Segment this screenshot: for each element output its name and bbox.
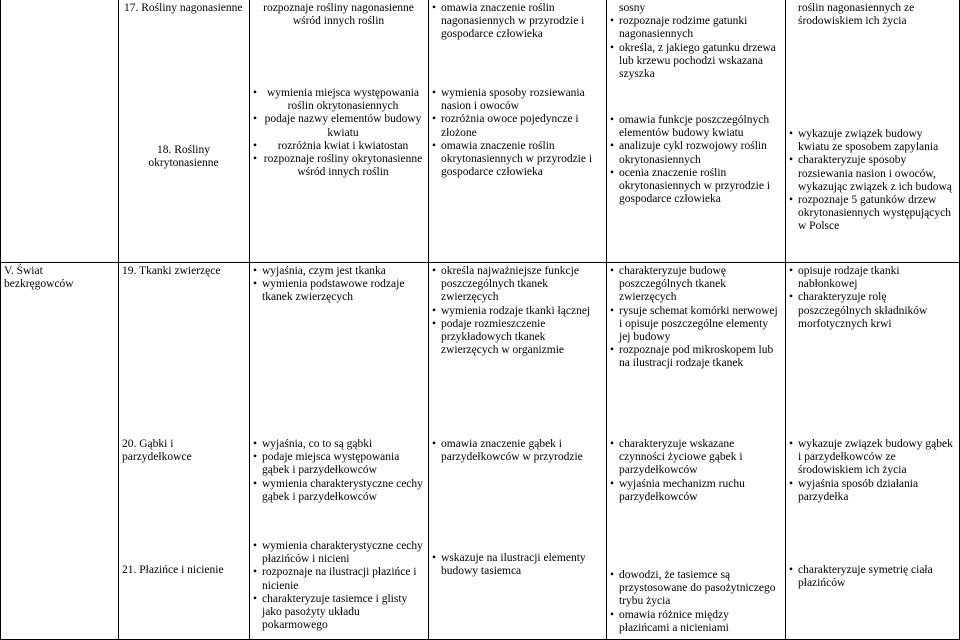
list-item: • podaje nazwy elementów budowy kwiatu [253, 113, 424, 139]
topic-cell [118, 263, 249, 280]
requirements-cell [785, 263, 959, 333]
list-item: • omawia znaczenie roślin okrytonasiennych w przyrodzie i gospodarce człowieka [432, 140, 602, 180]
list-item: • rozpoznaje pod mikroskopem lub na ilustracji rodzaje tkanek [610, 344, 781, 370]
topic-cell [118, 436, 249, 466]
list-item: • charakteryzuje rolę poszczególnych składników morfotycznych krwi [789, 291, 955, 331]
continued-text: roślin nagonasiennych ze środowiskiem ich życia [798, 2, 915, 28]
requirements-cell [249, 263, 428, 307]
requirements-cell [428, 436, 606, 466]
topic-18: 18. Rośliny okrytonasienne [148, 144, 219, 170]
list-item: • wyjaśnia, co to są gąbki [253, 438, 424, 451]
list-item: • wymienia podstawowe rodzaje tkanek zwierzęcych [253, 278, 424, 304]
list-item: • omawia różnice między płazińcami a nicieniami [610, 609, 781, 635]
requirements-cell [249, 85, 428, 181]
section-title: V. Świat bezkręgowców [4, 265, 74, 291]
list-item: • rozpoznaje 5 gatunków drzew okrytonasiennych występujących w Polsce [789, 194, 955, 234]
list-item: • rozpoznaje na ilustracji płazińce i nicienie [253, 566, 424, 592]
list-item: • określa, z jakiego gatunku drzewa lub krzewu pochodzi wskazana szyszka [610, 42, 781, 82]
list-item: • wymienia charakterystyczne cechy gąbek i parzydełkowców [253, 478, 424, 504]
requirements-cell [606, 436, 785, 506]
list-item: rozpoznaje rośliny nagonasienne wśród innych roślin [263, 2, 414, 28]
table-border [0, 0, 1, 640]
list-item: • omawia znaczenie roślin nagonasiennych w przyrodzie i gospodarce człowieka [432, 2, 602, 42]
requirements-cell [428, 0, 606, 44]
list-item: • charakteryzuje symetrię ciała płazińców [789, 564, 955, 590]
topic-20: 20. Gąbki i parzydełkowce [122, 438, 192, 464]
list-item: • podaje miejsca występowania gąbek i parzydełkowców [253, 451, 424, 477]
list-item: • ocenia znaczenie roślin okrytonasiennych w przyrodzie i gospodarce człowieka [610, 167, 781, 207]
list-item: • wyjaśnia sposób działania parzydełka [789, 478, 955, 504]
topic-cell [118, 142, 249, 182]
requirements-cell [428, 85, 606, 181]
requirements-cell [249, 436, 428, 506]
list-item: • charakteryzuje wskazane czynności życiowe gąbek i parzydełkowców [610, 438, 781, 478]
list-item: • omawia funkcje poszczególnych elementów budowy kwiatu [610, 114, 781, 140]
list-item: • charakteryzuje budowę poszczególnych tkanek zwierzęcych [610, 265, 781, 305]
list-item: • rysuje schemat komórki nerwowej i opisuje poszczególne elementy jej budowy [610, 305, 781, 345]
list-item: • omawia znaczenie gąbek i parzydełkowców w przyrodzie [432, 438, 602, 464]
requirements-cell [606, 0, 785, 83]
list-item: • analizuje cykl rozwojowy roślin okrytonasiennych [610, 140, 781, 166]
requirements-cell [249, 538, 428, 634]
list-item: • charakteryzuje tasiemce i glisty jako pasożyty układu pokarmowego [253, 593, 424, 633]
section-title-cell [0, 263, 118, 293]
list-item: • podaje rozmieszczenie przykładowych tkanek zwierzęcych w organizmie [432, 318, 602, 358]
requirements-cell [785, 126, 959, 236]
list-item: • wykazuje związek budowy kwiatu ze sposobem zapylania [789, 128, 955, 154]
requirements-cell [785, 0, 959, 30]
topic-19: 19. Tkanki zwierzęce [122, 265, 221, 277]
list-item: • wymienia miejsca występowania roślin okrytonasiennych [253, 87, 424, 113]
requirements-cell [606, 567, 785, 637]
list-item: • rozpoznaje rodzime gatunki nagonasiennych [610, 15, 781, 41]
topic-cell [118, 562, 249, 579]
topic-17: 17. Rośliny nagonasienne [124, 2, 243, 14]
list-item: • rozpoznaje rośliny okrytonasienne wśród innych roślin [253, 153, 424, 179]
continued-text: sosny [619, 2, 646, 14]
list-item: • wyjaśnia, czym jest tkanka [253, 265, 424, 278]
list-item: • dowodzi, że tasiemce są przystosowane do pasożytniczego trybu życia [610, 569, 781, 609]
list-item: • wskazuje na ilustracji elementy budowy tasiemca [432, 552, 602, 578]
topic-21: 21. Płazińce i nicienie [122, 564, 224, 576]
requirements-cell [428, 263, 606, 359]
list-item: • rozróżnia owoce pojedyncze i złożone [432, 113, 602, 139]
topic-cell [118, 0, 249, 60]
list-item: • wykazuje związek budowy gąbek i parzydełkowców ze środowiskiem ich życia [789, 438, 955, 478]
list-item: • określa najważniejsze funkcje poszczególnych tkanek zwierzęcych [432, 265, 602, 305]
list-item: • wymienia rodzaje tkanki łącznej [432, 305, 602, 318]
requirements-cell [606, 263, 785, 373]
requirements-cell [785, 436, 959, 506]
list-item: • wymienia sposoby rozsiewania nasion i owoców [432, 87, 602, 113]
requirements-cell [249, 0, 428, 30]
list-item: • wyjaśnia mechanizm ruchu parzydełkowców [610, 478, 781, 504]
list-item: • charakteryzuje sposoby rozsiewania nasion i owoców, wykazując związek z ich budową [789, 154, 955, 194]
list-item: • opisuje rodzaje tkanki nabłonkowej [789, 265, 955, 291]
table-border [118, 0, 119, 640]
requirements-cell [428, 550, 606, 580]
list-item: • rozróżnia kwiat i kwiatostan [253, 140, 424, 153]
list-item: • wymienia charakterystyczne cechy płazińców i nicieni [253, 540, 424, 566]
requirements-cell [606, 112, 785, 208]
requirements-cell [785, 562, 959, 592]
